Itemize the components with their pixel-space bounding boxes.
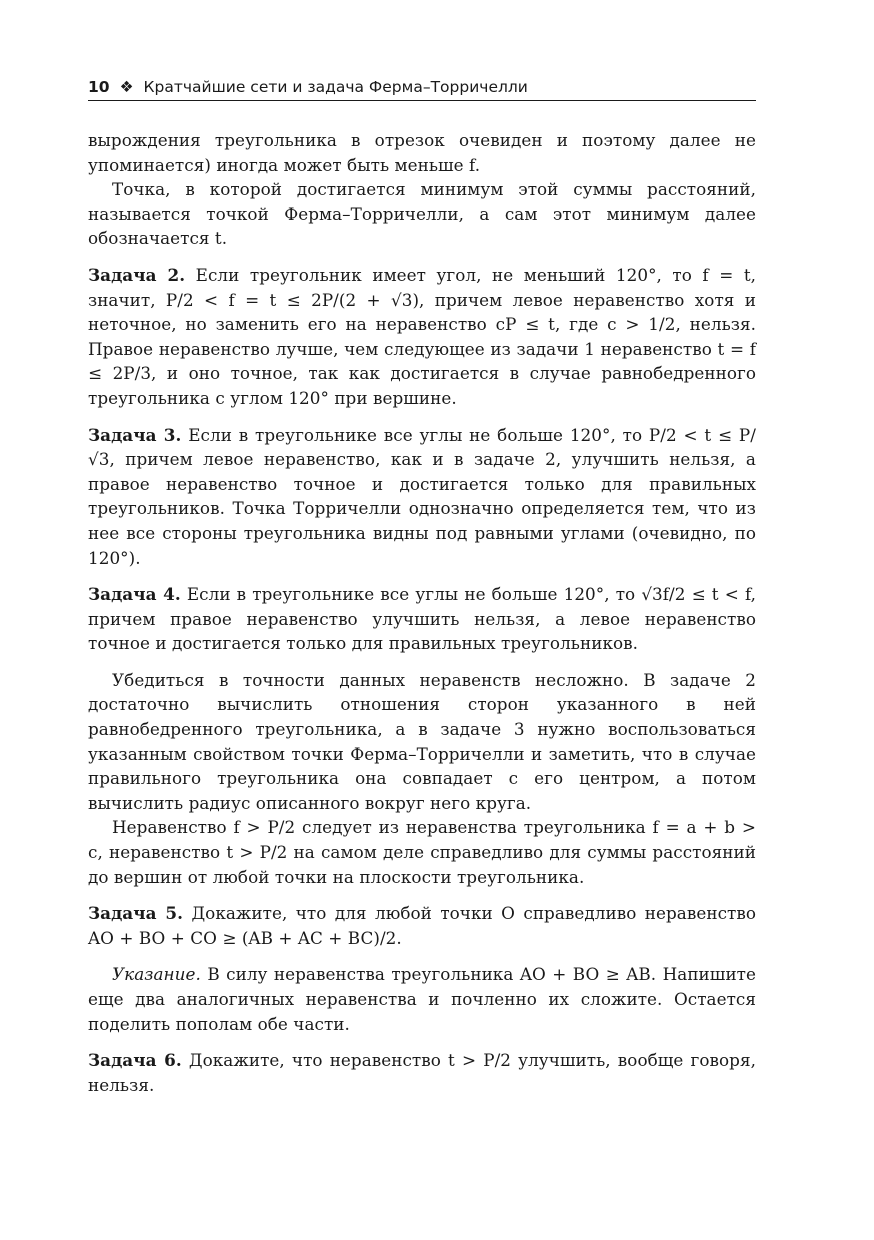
task-6 <box>88 1048 756 1097</box>
task-3-text: Если в треугольнике все углы не больше 120°, то P/2 < t ≤ P/√3, причем левое неравенство, как и в задаче 2, улучшить нельзя, а правое неравенство точное и достигается только для правильных треугольников. Точка Торричелли однозначно определяется тем, что из нее все стороны треугольника видны под равными углами (очевидно, по 120°). <box>88 424 756 568</box>
task-6-text: Докажите, что неравенство t > P/2 улучшить, вообще говоря, нельзя. <box>88 1050 756 1095</box>
task-4-label: Задача 4. <box>88 584 181 605</box>
task-2 <box>88 263 756 411</box>
task-5-text: Докажите, что для любой точки O справедливо неравенство AO + BO + CO ≥ (AB + AC + BC)/2. <box>88 903 756 948</box>
task-5-label: Задача 5. <box>88 903 184 924</box>
task-4 <box>88 582 756 656</box>
running-header <box>88 76 756 101</box>
task-2-label: Задача 2. <box>88 264 186 285</box>
task-3-label: Задача 3. <box>88 424 182 445</box>
paragraph-verification: Убедиться в точности данных неравенств несложно. В задаче 2 достаточно вычислить отношения сторон указанного в ней равнобедренного треугольника, а в задаче 3 нужно воспользоваться указанным свойством точки Ферма–Торричелли и заметить, что в случае правильного треугольника она совпадает с его центром, а потом вычислить радиус описанного вокруг него круга. <box>88 669 756 813</box>
hint <box>88 962 756 1036</box>
task-5 <box>88 901 756 950</box>
page-number: 10 <box>88 78 110 96</box>
hint-label: Указание. <box>112 964 201 985</box>
hint-text: В силу неравенства треугольника AO + BO ≥ AB. Напишите еще два аналогичных неравенства и почленно их сложите. Остается поделить пополам обе части. <box>88 964 756 1034</box>
task-4-text: Если в треугольнике все углы не больше 120°, то √3f/2 ≤ t < f, причем правое неравенство улучшить нельзя, а левое неравенство точное и достигается только для правильных треугольников. <box>88 584 756 654</box>
paragraph-continuation: вырождения треугольника в отрезок очевиден и поэтому далее не упоминается) иногда может быть меньше f. <box>88 130 756 175</box>
running-title: Кратчайшие сети и задача Ферма–Торричелли <box>143 78 528 96</box>
paragraph-inequality: Неравенство f > P/2 следует из неравенства треугольника f = a + b > c, неравенство t > P/2 на самом деле справедливо для суммы расстояний до вершин от любой точки на плоскости треугольника. <box>88 817 756 887</box>
paragraph-fermat-point: Точка, в которой достигается минимум этой суммы расстояний, называется точкой Ферма–Торричелли, а сам этот минимум далее обозначается t. <box>88 179 756 249</box>
task-3 <box>88 423 756 571</box>
ornament-icon: ❖ <box>119 78 134 96</box>
task-2-text: Если треугольник имеет угол, не меньший 120°, то f = t, значит, P/2 < f = t ≤ 2P/(2 + √3), причем левое неравенство хотя и неточное, но заменить его на неравенство cP ≤ t, где c > 1/2, нельзя. Правое неравенство лучше, чем следующее из задачи 1 неравенство t = f ≤ 2P/3, и оно точное, так как достигается в случае равнобедренного треугольника с углом 120° при вершине. <box>88 264 756 408</box>
task-6-label: Задача 6. <box>88 1050 182 1071</box>
page-body <box>88 128 756 1097</box>
